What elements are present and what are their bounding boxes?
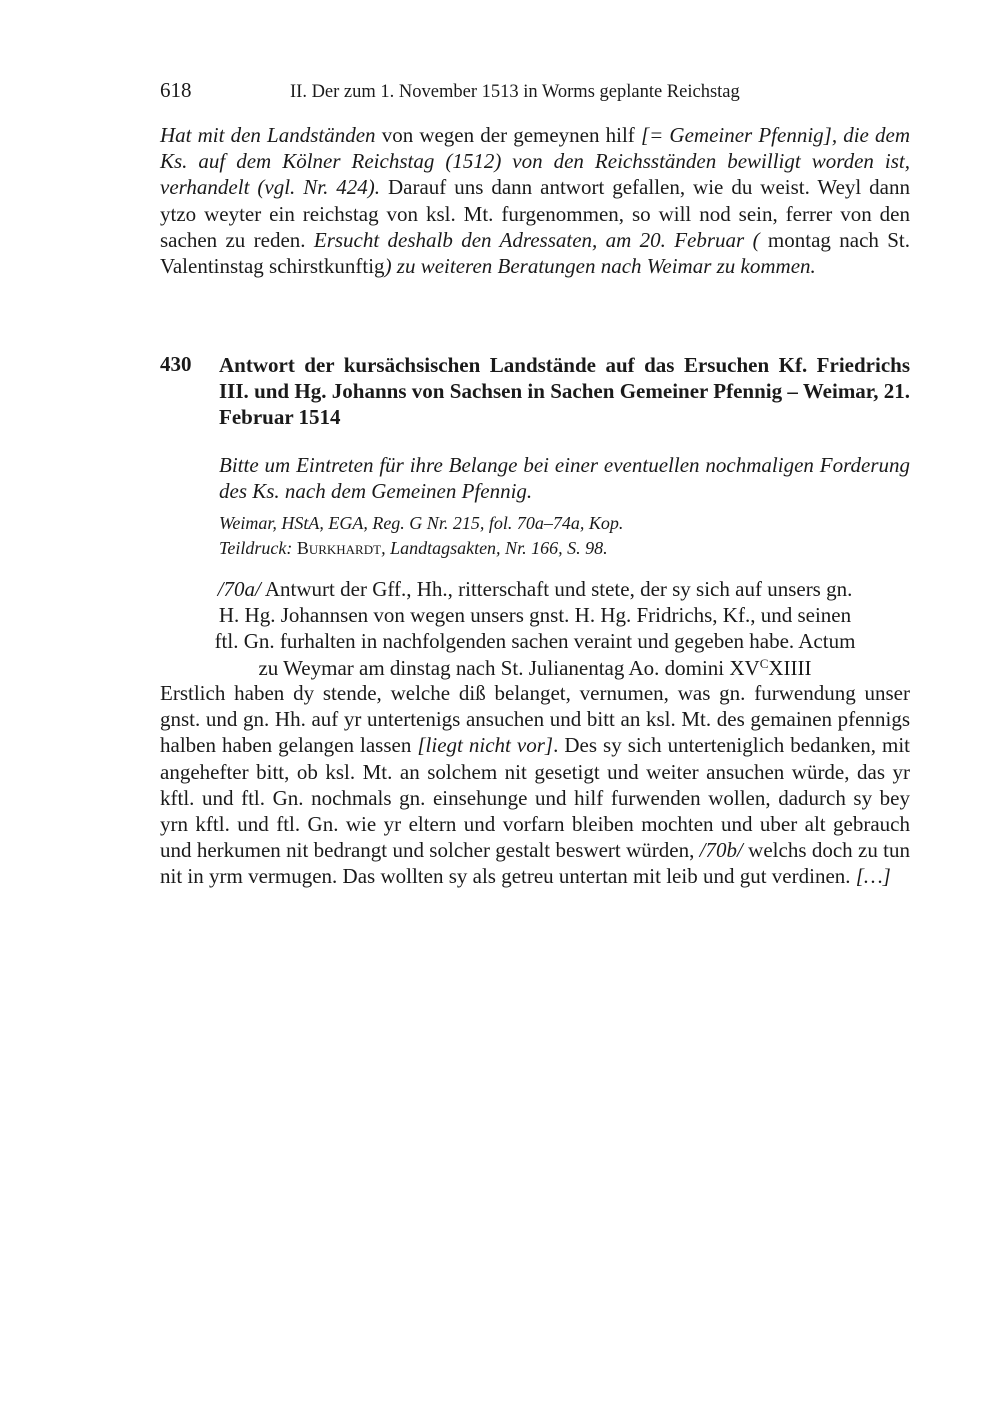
heading-line-2: H. Hg. Johannsen von wegen unsers gnst. H. Hg. Fridrichs, Kf., und seinen (218, 603, 852, 628)
intro-quote-2: Darauf uns dann antwort gefallen, wie du weist. Weyl dann ytzo weyter ein reichstag von ksl. Mt. furgenommen, so will nod sein, ferrer von den sachen zu reden. (160, 175, 910, 252)
source-reference: Weimar, HStA, EGA, Reg. G Nr. 215, fol. 70a–74a, Kop. (219, 513, 624, 533)
entry-title: Antwort der kursächsischen Landstände auf das Ersuchen Kf. Friedrichs III. und Hg. Johanns von Sachsen in Sachen Gemeiner Pfennig – Weimar, 21. Februar 1514 (219, 353, 910, 430)
heading-year-numeral: XIIII (768, 655, 812, 680)
body-paragraph (160, 680, 910, 890)
heading-line-4 (160, 655, 910, 681)
intro-editorial-3: Ersucht deshalb den Adressaten, am 20. Februar ( (313, 227, 760, 252)
partial-print-ref: , Landtagsakten, Nr. 166, S. 98. (381, 538, 608, 558)
editorial-note: [liegt nicht vor] (417, 733, 554, 758)
folio-marker-70a: /70a/ (217, 577, 261, 601)
entry-number: 430 (160, 352, 192, 376)
intro-editorial-2: [= Gemeiner Pfennig], die dem Ks. auf dem Kölner Reichstag (1512) von den Reichsständen bewilligt worden ist, verhandelt (vgl. Nr. 424). (160, 123, 910, 200)
intro-editorial-1: Hat mit den Landständen (160, 123, 376, 147)
body-text-3: welchs doch zu tun nit in yrm vermugen. Das wollten sy als getreu untertan mit leib und gut verdinen. (160, 838, 910, 889)
document-heading (160, 576, 910, 681)
partial-print-reference (219, 538, 608, 559)
folio-marker-70b: /70b/ (699, 838, 743, 863)
heading-line-1-text: Antwurt der Gff., Hh., ritterschaft und stete, der sy sich auf unsers gn. (260, 577, 853, 601)
body-text-1: Erstlich haben dy stende, welche diß belanget, vernumen, was gn. furwendung unser gnst. und gn. Hh. auf yr untertenigs ansuchen und bitt an ksl. Mt. des gemainen pfennigs halben haben gelangen lassen (160, 681, 910, 758)
intro-quote-3: montag nach St. Valentinstag schirstkunftig (160, 227, 911, 279)
body-text-2: . Des sy sich unterteniglich bedanken, mit angehefter bitt, ob ksl. Mt. an solchem nit gesetigt und weiter ansuchen würde, das yr kftl. und ftl. Gn. nochmals gn. einsehunge und hilf furwenden wollen, dadurch sy bey yrn kftl. und ftl. Gn. wie yr eltern und vorfarn bleiben mochten und uber alt gebrauch und herkumen nit bedrangt und solcher gestalt beswert würden, (160, 733, 910, 863)
entry-regest: Bitte um Eintreten für ihre Belange bei einer eventuellen nochmaligen Forderung des Ks. nach dem Gemeinen Pfennig. (219, 453, 910, 504)
intro-paragraph (160, 122, 910, 279)
partial-print-author: Burkhardt (296, 538, 382, 558)
page-number: 618 (160, 78, 192, 102)
intro-quote-1: von wegen der gemeynen hilf (375, 123, 641, 147)
partial-print-label: Teildruck: (219, 538, 293, 558)
heading-line-3: ftl. Gn. furhalten in nachfolgenden sachen veraint und gegeben habe. Actum (214, 629, 856, 654)
intro-editorial-4: ) zu weiteren Beratungen nach Weimar zu kommen. (384, 254, 816, 279)
page-header (160, 78, 910, 108)
running-head: II. Der zum 1. November 1513 in Worms geplante Reichstag (290, 82, 740, 102)
heading-line-1 (160, 576, 910, 602)
heading-line-4-text: zu Weymar am dinstag nach St. Julianentag Ao. domini XV (258, 655, 760, 680)
superscript-c: C (759, 655, 769, 671)
ellipsis-mark: […] (855, 864, 891, 889)
